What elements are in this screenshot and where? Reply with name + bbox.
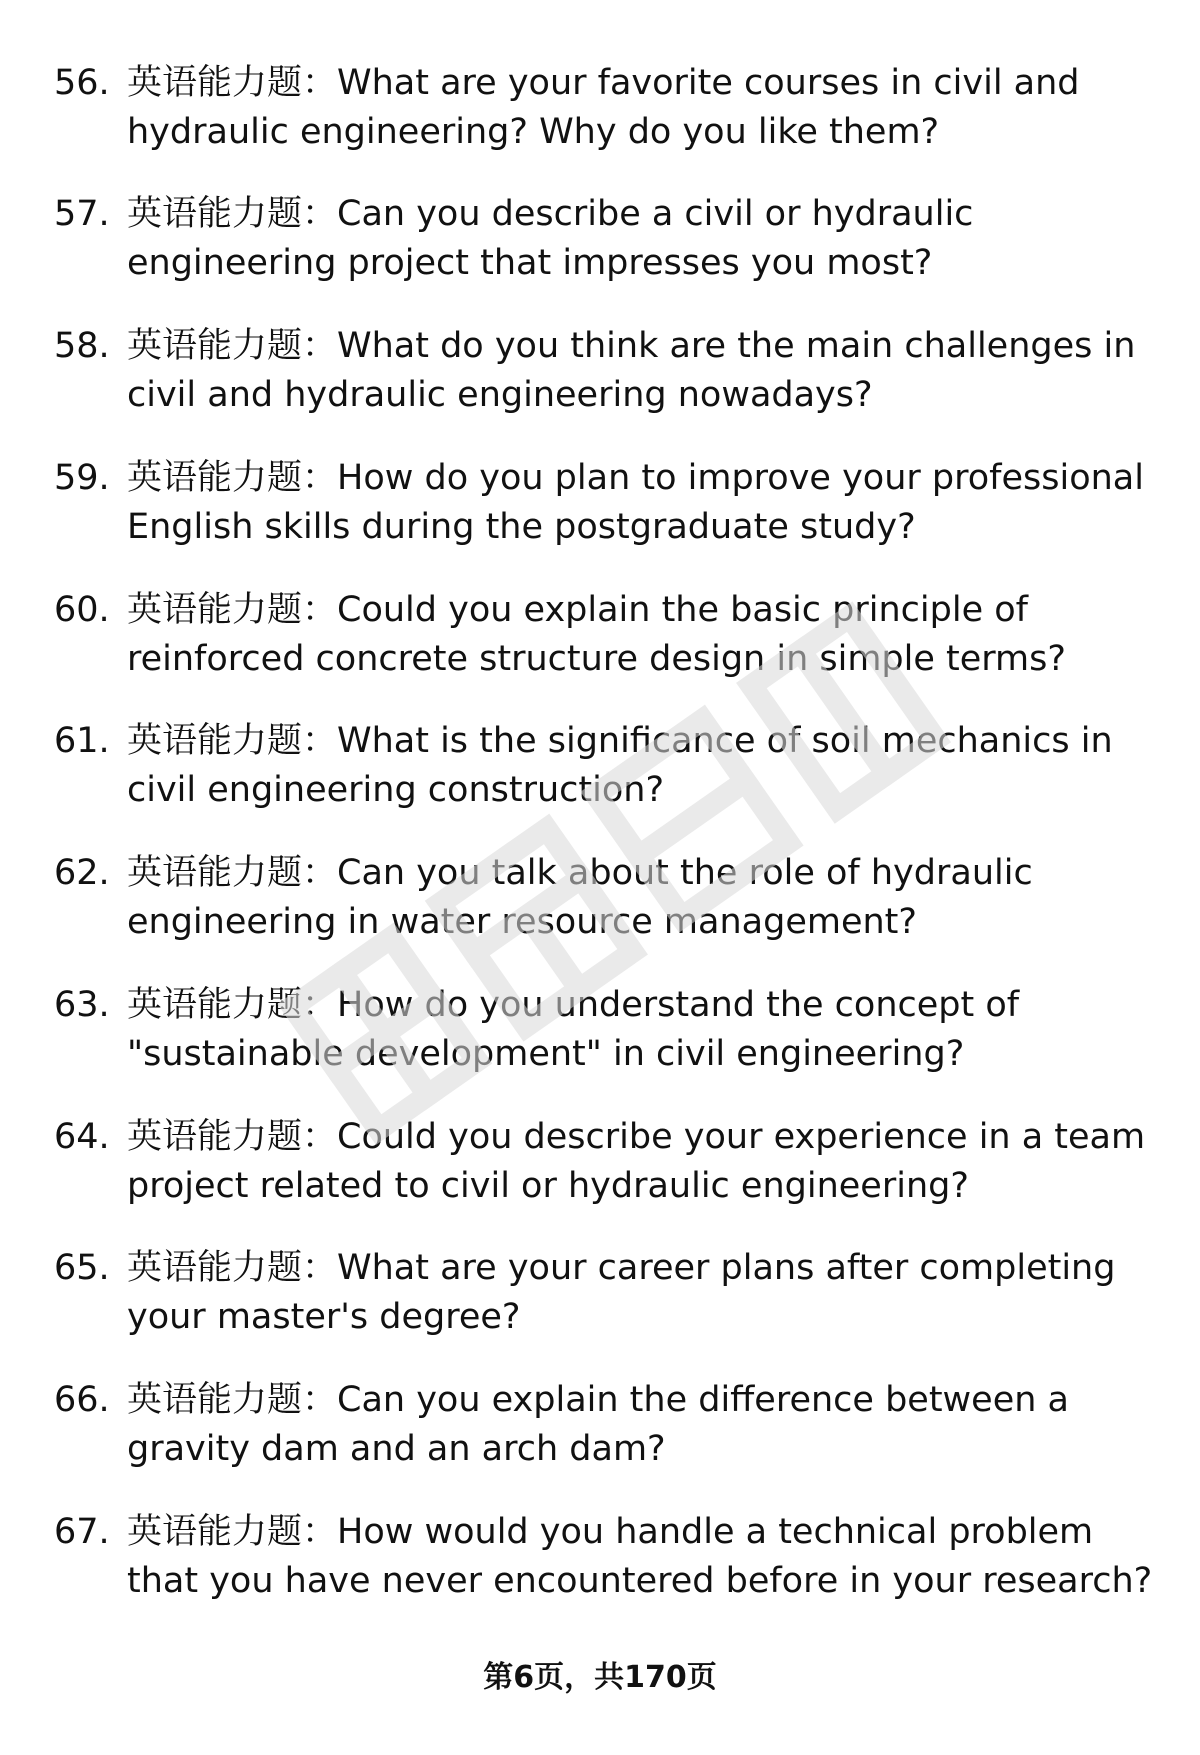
question-text-line-2: English skills during the postgraduate study? (127, 507, 916, 547)
question-text-line-1: 英语能力题：What do you think are the main challenges in (127, 326, 1136, 366)
question-number: 65. (54, 1248, 110, 1288)
page-number-footer: 第6页，共170页 (483, 1660, 717, 1695)
question-item-56 (0, 59, 1200, 169)
question-number: 60. (54, 590, 110, 630)
question-text-line-2: reinforced concrete structure design in simple terms? (127, 639, 1066, 679)
question-number: 64. (54, 1117, 110, 1157)
question-text-line-2: civil and hydraulic engineering nowadays? (127, 375, 873, 415)
question-number: 58. (54, 326, 110, 366)
question-text-line-2: "sustainable development" in civil engineering? (127, 1034, 965, 1074)
question-text-line-1: 英语能力题：Can you talk about the role of hydraulic (127, 853, 1033, 893)
question-text-line-1: 英语能力题：Can you explain the difference between a (127, 1380, 1069, 1420)
question-text-line-1: 英语能力题：What are your favorite courses in civil and (127, 63, 1080, 103)
question-item-66 (0, 1376, 1200, 1486)
question-text-line-2: project related to civil or hydraulic engineering? (127, 1166, 969, 1206)
question-number: 66. (54, 1380, 110, 1420)
question-item-64 (0, 1113, 1200, 1223)
question-text-line-1: 英语能力题：Can you describe a civil or hydraulic (127, 194, 974, 234)
question-text-line-1: 英语能力题：How do you understand the concept of (127, 985, 1020, 1025)
question-item-57 (0, 190, 1200, 300)
question-text-line-1: 英语能力题：What is the significance of soil mechanics in (127, 721, 1113, 761)
question-number: 63. (54, 985, 110, 1025)
question-item-65 (0, 1244, 1200, 1354)
question-text-line-1: 英语能力题：How do you plan to improve your professional (127, 458, 1144, 498)
question-number: 67. (54, 1512, 110, 1552)
question-text-line-2: hydraulic engineering? Why do you like them? (127, 112, 940, 152)
question-number: 59. (54, 458, 110, 498)
question-text-line-2: civil engineering construction? (127, 770, 665, 810)
question-text-line-2: that you have never encountered before in your research? (127, 1561, 1153, 1601)
question-text-line-1: 英语能力题：How would you handle a technical problem (127, 1512, 1094, 1552)
question-item-58 (0, 322, 1200, 432)
question-text-line-2: your master's degree? (127, 1297, 521, 1337)
question-number: 56. (54, 63, 110, 103)
question-item-63 (0, 981, 1200, 1091)
question-item-67 (0, 1508, 1200, 1618)
question-text-line-1: 英语能力题：Could you describe your experience in a team (127, 1117, 1146, 1157)
question-item-62 (0, 849, 1200, 959)
question-number: 57. (54, 194, 110, 234)
question-text-line-1: 英语能力题：Could you explain the basic principle of (127, 590, 1028, 630)
question-text-line-2: engineering project that impresses you most? (127, 243, 933, 283)
question-item-60 (0, 586, 1200, 696)
question-item-61 (0, 717, 1200, 827)
question-number: 62. (54, 853, 110, 893)
question-number: 61. (54, 721, 110, 761)
question-text-line-1: 英语能力题：What are your career plans after completing (127, 1248, 1116, 1288)
question-text-line-2: gravity dam and an arch dam? (127, 1429, 666, 1469)
question-item-59 (0, 454, 1200, 564)
question-text-line-2: engineering in water resource management? (127, 902, 917, 942)
